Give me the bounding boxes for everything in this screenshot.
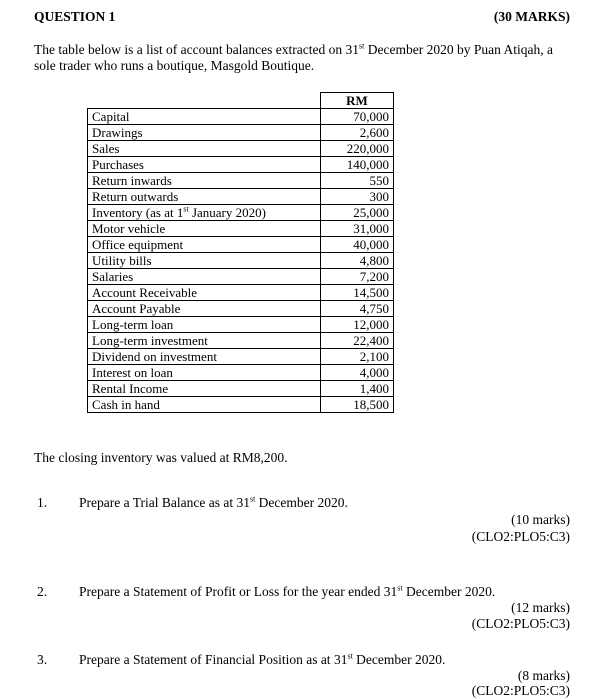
account-name-cell: Motor vehicle (88, 221, 321, 237)
account-amount-cell: 140,000 (321, 157, 394, 173)
table-row (88, 381, 394, 397)
currency-header: RM (321, 93, 394, 109)
question-2-marks: (12 marks) (511, 600, 570, 615)
table-row (88, 221, 394, 237)
header-blank-cell (88, 93, 321, 109)
account-amount-cell: 4,800 (321, 253, 394, 269)
question-1-number: 1. (37, 495, 48, 510)
account-name-cell: Interest on loan (88, 365, 321, 381)
account-amount-cell: 14,500 (321, 285, 394, 301)
table-row (88, 301, 394, 317)
account-name-cell: Cash in hand (88, 397, 321, 413)
account-name-cell: Dividend on investment (88, 349, 321, 365)
account-name-cell: Long-term investment (88, 333, 321, 349)
question-3-clo: (CLO2:PLO5:C3) (471, 683, 570, 698)
table-row (88, 125, 394, 141)
account-amount-cell: 1,400 (321, 381, 394, 397)
closing-inventory-note: The closing inventory was valued at RM8,200. (34, 450, 288, 465)
table-row (88, 189, 394, 205)
question-3-number: 3. (37, 652, 48, 667)
table-row (88, 237, 394, 253)
account-amount-cell: 550 (321, 173, 394, 189)
table-header-row (88, 93, 394, 109)
question-2-superscript: st (397, 583, 403, 593)
account-amount-cell: 40,000 (321, 237, 394, 253)
account-name-cell: Inventory (as at 1st January 2020) (88, 205, 321, 221)
table-row (88, 365, 394, 381)
account-name-cell: Account Payable (88, 301, 321, 317)
question-total-marks: (30 MARKS) (493, 9, 570, 24)
account-amount-cell: 7,200 (321, 269, 394, 285)
question-2-clo: (CLO2:PLO5:C3) (471, 616, 570, 631)
question-3-marks: (8 marks) (517, 668, 570, 683)
table-row (88, 285, 394, 301)
account-amount-cell: 2,100 (321, 349, 394, 365)
account-amount-cell: 4,750 (321, 301, 394, 317)
question-title: QUESTION 1 (34, 9, 116, 24)
question-1-superscript: st (249, 494, 256, 504)
question-2-text-after: December 2020. (402, 584, 496, 599)
account-amount-cell: 2,600 (321, 125, 394, 141)
question-3-text-before: Prepare a Statement of Financial Position as at 31 (79, 652, 348, 667)
question-1-text-before: Prepare a Trial Balance as at 31 (79, 495, 250, 510)
account-name-cell: Office equipment (88, 237, 321, 253)
account-name-cell: Return inwards (88, 173, 321, 189)
table-row (88, 109, 394, 125)
intro-paragraph (34, 42, 574, 74)
account-name-cell: Rental Income (88, 381, 321, 397)
account-amount-cell: 70,000 (321, 109, 394, 125)
account-name-cell: Utility bills (88, 253, 321, 269)
question-3-text-after: December 2020. (352, 652, 446, 667)
table-row (88, 205, 394, 221)
table-row (88, 157, 394, 173)
account-amount-cell: 220,000 (321, 141, 394, 157)
question-1-marks: (10 marks) (511, 512, 570, 527)
account-name-cell: Sales (88, 141, 321, 157)
question-3-text (79, 652, 445, 668)
intro-date-superscript: st (359, 41, 365, 51)
account-name-cell: Drawings (88, 125, 321, 141)
question-1-text-after: December 2020. (255, 495, 348, 510)
account-amount-cell: 18,500 (321, 397, 394, 413)
question-2-text (79, 584, 495, 600)
account-amount-cell: 4,000 (321, 365, 394, 381)
question-2-text-before: Prepare a Statement of Profit or Loss for the year ended 31 (79, 584, 398, 599)
table-row (88, 397, 394, 413)
account-name-cell: Long-term loan (88, 317, 321, 333)
question-3-superscript: st (347, 651, 353, 661)
ordinal-superscript: st (183, 204, 189, 214)
question-1-clo: (CLO2:PLO5:C3) (471, 529, 570, 544)
table-row (88, 253, 394, 269)
account-balances-table (87, 92, 394, 413)
question-1-text (79, 495, 348, 511)
account-name-cell: Capital (88, 109, 321, 125)
table-row (88, 349, 394, 365)
table-row (88, 173, 394, 189)
intro-text-after-date: December 2020 by Puan Atiqah, a sole trader who runs a boutique, Masgold Boutique. (34, 42, 553, 73)
intro-text-before-date: The table below is a list of account balances extracted on 31 (34, 42, 360, 57)
account-amount-cell: 22,400 (321, 333, 394, 349)
table-row (88, 141, 394, 157)
account-name-cell: Purchases (88, 157, 321, 173)
table-row (88, 317, 394, 333)
account-amount-cell: 31,000 (321, 221, 394, 237)
table-row (88, 333, 394, 349)
account-amount-cell: 12,000 (321, 317, 394, 333)
table-row (88, 269, 394, 285)
account-name-cell: Return outwards (88, 189, 321, 205)
account-name-cell: Salaries (88, 269, 321, 285)
question-2-number: 2. (37, 584, 48, 599)
account-amount-cell: 300 (321, 189, 394, 205)
account-name-cell: Account Receivable (88, 285, 321, 301)
account-amount-cell: 25,000 (321, 205, 394, 221)
